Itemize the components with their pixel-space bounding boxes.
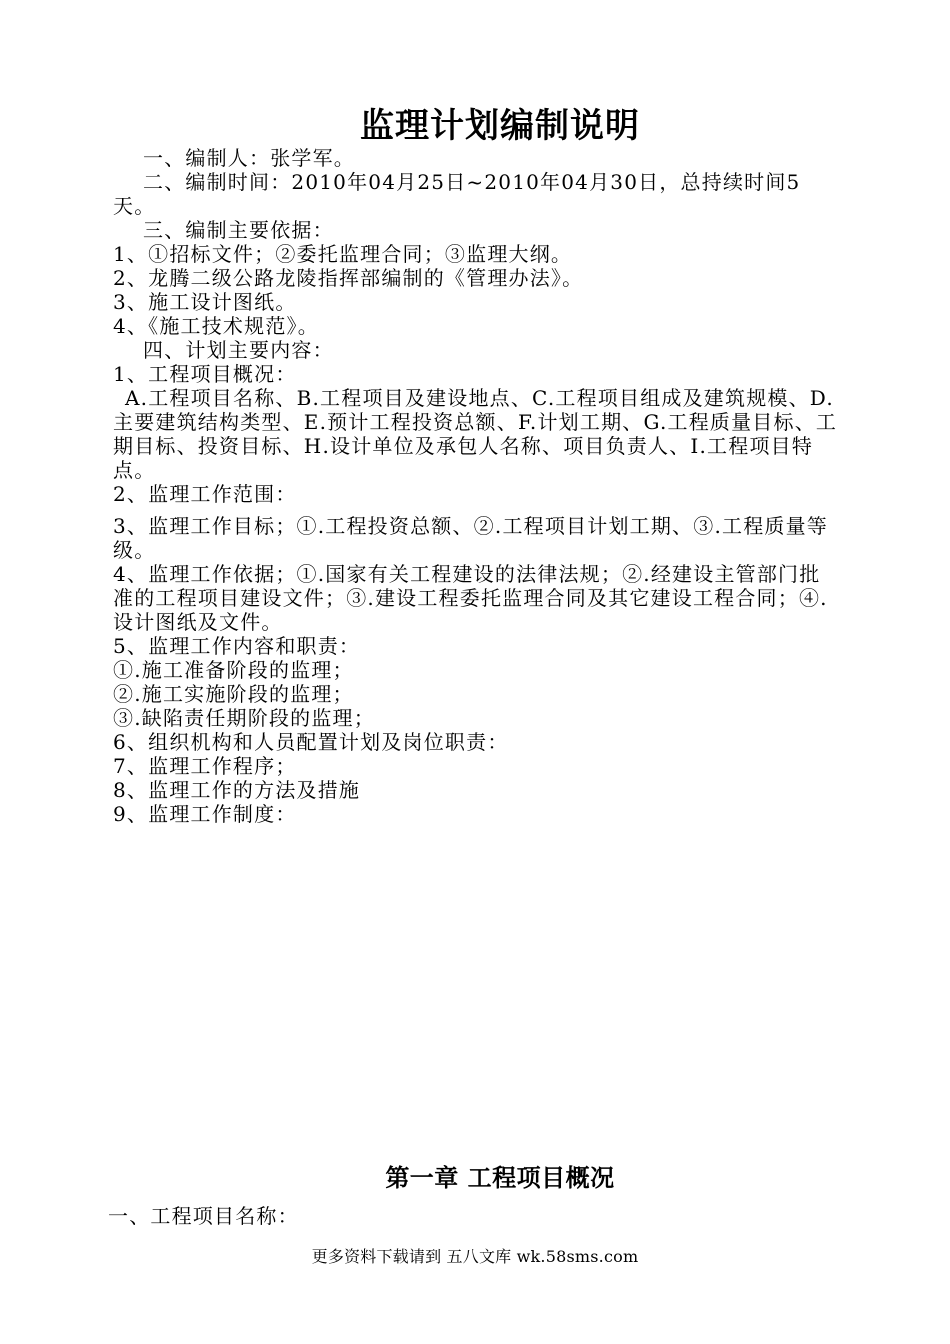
- footer-text: 更多资料下载请到 五八文库 wk.58sms.com: [311, 1247, 639, 1266]
- chapter-title: 第一章 工程项目概况: [385, 1163, 615, 1192]
- list-item: 3、施工设计图纸。: [113, 290, 297, 314]
- list-item: 1、工程项目概况：: [113, 362, 297, 386]
- list-item: 7、监理工作程序；: [113, 754, 297, 778]
- document-title: 监理计划编制说明: [360, 106, 640, 146]
- list-item: 6、组织机构和人员配置计划及岗位职责：: [113, 730, 509, 754]
- list-item: ③.缺陷责任期阶段的监理；: [113, 706, 375, 730]
- list-item: 3、监理工作目标；①.工程投资总额、②.工程项目计划工期、③.工程质量等级。: [113, 514, 828, 562]
- list-item: 4、《施工技术规范》。: [113, 314, 319, 338]
- list-item: 8、监理工作的方法及措施: [113, 778, 361, 802]
- list-item: ②.施工实施阶段的监理；: [113, 682, 354, 706]
- list-item: 2、龙腾二级公路龙陵指挥部编制的《管理办法》。: [113, 266, 584, 290]
- list-item: 9、监理工作制度：: [113, 802, 297, 826]
- paragraph: 一、编制人：张学军。: [143, 146, 355, 170]
- paragraph: 三、编制主要依据：: [143, 218, 334, 242]
- paragraph: 二、编制时间：2010年04月25日~2010年04月30日，总持续时间5天。: [113, 170, 801, 218]
- list-item: 4、监理工作依据；①.国家有关工程建设的法律法规；②.经建设主管部门批准的工程项目建设文件；③.建设工程委托监理合同及其它建设工程合同；④.设计图纸及文件。: [113, 562, 828, 634]
- paragraph: A.工程项目名称、B.工程项目及建设地点、C.工程项目组成及建筑规模、D.主要建筑结构类型、E.预计工程投资总额、F.计划工期、G.工程质量目标、工期目标、投资目标、H.设计单位及承包人名称、项目负责人、I.工程项目特点。: [113, 386, 838, 482]
- section-heading: 一、工程项目名称：: [108, 1204, 299, 1228]
- list-item: 5、监理工作内容和职责：: [113, 634, 361, 658]
- list-item: ①.施工准备阶段的监理；: [113, 658, 354, 682]
- list-item: 2、监理工作范围：: [113, 482, 297, 506]
- document-body: [113, 146, 839, 826]
- list-item: 1、①招标文件；②委托监理合同；③监理大纲。: [113, 242, 573, 266]
- paragraph: 四、计划主要内容：: [143, 338, 334, 362]
